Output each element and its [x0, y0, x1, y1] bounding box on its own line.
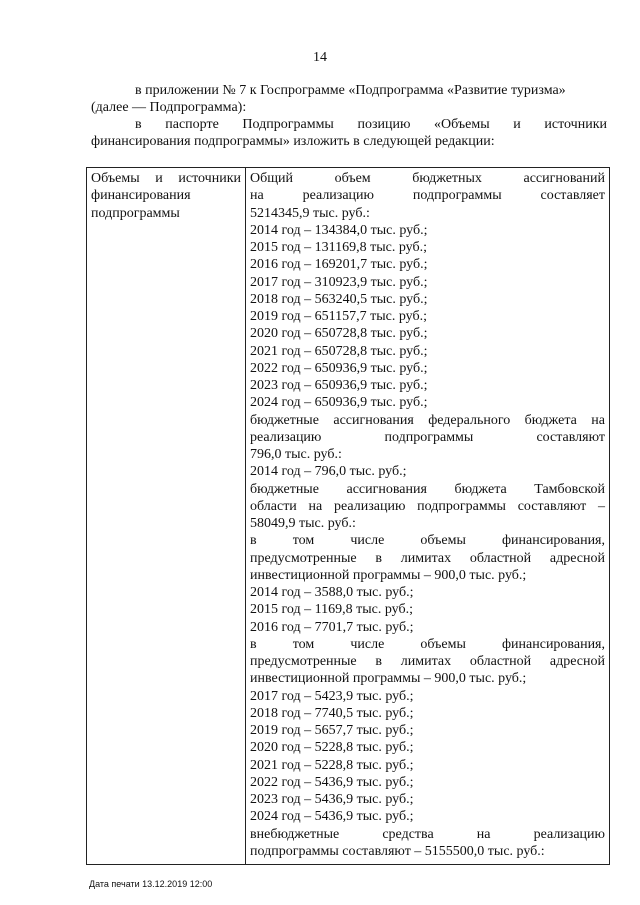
content-line: 2020 год – 650728,8 тыс. руб.;: [250, 326, 428, 342]
content-line: 796,0 тыс. руб.:: [250, 447, 342, 462]
content-line: 2014 год – 796,0 тыс. руб.;: [250, 464, 407, 480]
content-line: 2014 год – 134384,0 тыс. руб.;: [250, 222, 428, 238]
content-line: 2021 год – 650728,8 тыс. руб.;: [250, 343, 428, 359]
content-line: реализацию подпрограммы составляют: [250, 429, 605, 445]
label-line: подпрограммы: [91, 205, 180, 221]
content-line: 2014 год – 3588,0 тыс. руб.;: [250, 585, 414, 600]
page-number: 14: [313, 50, 327, 65]
content-line: 2017 год – 310923,9 тыс. руб.;: [250, 274, 428, 290]
content-line: 2018 год – 563240,5 тыс. руб.;: [250, 291, 428, 307]
label-cell: [87, 168, 246, 865]
content-line: 2021 год – 5228,8 тыс. руб.;: [250, 757, 414, 773]
content-line: подпрограммы составляют – 5155500,0 тыс. руб.:: [250, 843, 545, 859]
content-line: 5214345,9 тыс. руб.:: [250, 205, 370, 221]
intro-paragraph-2: [91, 116, 607, 150]
content-line: 2024 год – 5436,9 тыс. руб.;: [250, 809, 414, 825]
content-line: 2015 год – 131169,8 тыс. руб.;: [250, 240, 427, 255]
content-line: инвестиционной программы – 900,0 тыс. руб.;: [250, 567, 527, 583]
content-line: бюджетные ассигнования федерального бюджета на: [250, 412, 605, 428]
table-row: [87, 168, 610, 865]
content-line: в том числе объемы финансирования,: [250, 636, 605, 652]
passport-table: [86, 167, 610, 865]
intro-p2-line-1: в паспорте Подпрограммы позицию «Объемы и источники: [135, 117, 607, 132]
content-line: 2017 год – 5423,9 тыс. руб.;: [250, 688, 414, 704]
content-line: бюджетные ассигнования бюджета Тамбовской: [250, 481, 605, 497]
content-line: 2020 год – 5228,8 тыс. руб.;: [250, 740, 414, 756]
content-line: в том числе объемы финансирования,: [250, 533, 605, 549]
label-line: Объемы и источники: [91, 171, 241, 186]
content-line: 58049,9 тыс. руб.:: [250, 516, 356, 531]
content-line: 2019 год – 651157,7 тыс. руб.;: [250, 309, 427, 324]
label-line: финансирования: [91, 188, 191, 204]
content-line: предусмотренные в лимитах областной адресной: [250, 550, 605, 566]
content-line: 2022 год – 650936,9 тыс. руб.;: [250, 360, 428, 376]
content-line: 2023 год – 5436,9 тыс. руб.;: [250, 792, 414, 807]
content-line: на реализацию подпрограммы составляет: [250, 188, 605, 204]
content-line: 2016 год – 169201,7 тыс. руб.;: [250, 257, 428, 273]
content-line: 2022 год – 5436,9 тыс. руб.;: [250, 774, 414, 790]
content-line: 2015 год – 1169,8 тыс. руб.;: [250, 602, 413, 618]
content-cell: [246, 168, 610, 865]
intro-p2-line-2: финансирования подпрограммы» изложить в следующей редакции:: [91, 134, 495, 149]
content-line: 2024 год – 650936,9 тыс. руб.;: [250, 395, 428, 411]
content-line: предусмотренные в лимитах областной адресной: [250, 654, 605, 669]
content-line: 2019 год – 5657,7 тыс. руб.;: [250, 723, 414, 738]
intro-p1-line-1: в приложении № 7 к Госпрограмме «Подпрограмма «Развитие туризма»: [135, 83, 566, 98]
content-line: области на реализацию подпрограммы составляют –: [250, 498, 605, 514]
content-line: 2016 год – 7701,7 тыс. руб.;: [250, 619, 414, 635]
print-date: Дата печати 13.12.2019 12:00: [89, 879, 213, 889]
intro-p1-line-2: (далее — Подпрограмма):: [91, 100, 247, 115]
content-line: 2018 год – 7740,5 тыс. руб.;: [250, 705, 414, 721]
content-line: инвестиционной программы – 900,0 тыс. руб.;: [250, 671, 527, 687]
content-line: 2023 год – 650936,9 тыс. руб.;: [250, 378, 428, 393]
content-line: внебюджетные средства на реализацию: [250, 826, 605, 842]
intro-paragraph-1: [91, 82, 607, 116]
content-line: Общий объем бюджетных ассигнований: [250, 171, 605, 186]
